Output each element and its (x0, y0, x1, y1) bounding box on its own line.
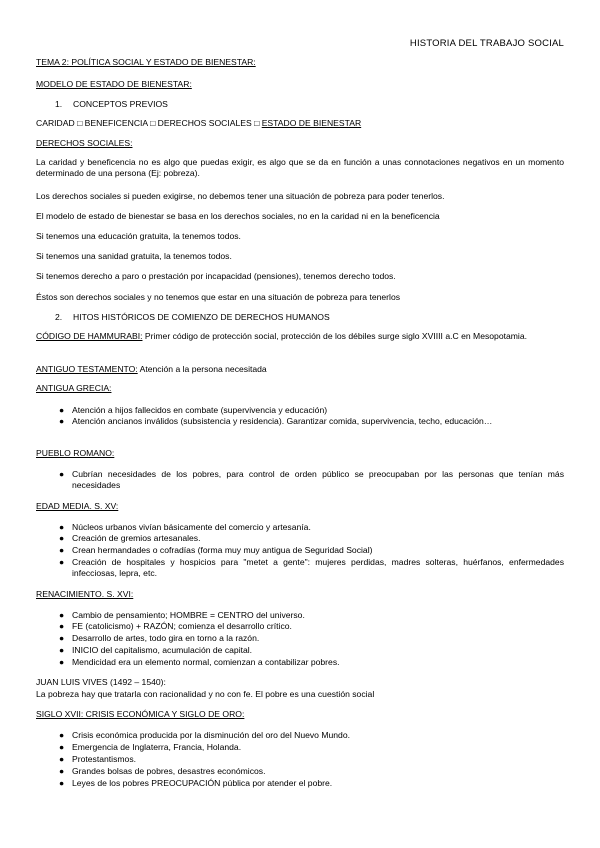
paragraph-6: Si tenemos derecho a paro o prestación por incapacidad (pensiones), tenemos derecho todos. (36, 271, 396, 281)
bullet: ● (59, 657, 65, 667)
hammurabi-label: CÓDIGO DE HAMMURABI: (36, 331, 143, 341)
bullet: ● (59, 742, 65, 752)
model-title: MODELO DE ESTADO DE BIENESTAR: (36, 79, 192, 89)
bullet: ● (59, 522, 65, 532)
paragraph-5: Si tenemos una sanidad gratuita, la tenemos todos. (36, 251, 232, 261)
bullet: ● (59, 766, 65, 776)
renaissance-item: INICIO del capitalismo, acumulación de capital. (72, 645, 253, 655)
seventeenth-century-item: Grandes bolsas de pobres, desastres económicos. (72, 766, 266, 776)
page-header-title: HISTORIA DEL TRABAJO SOCIAL (409, 38, 564, 49)
renaissance-item: Mendicidad era un elemento normal, comienzan a contabilizar pobres. (72, 657, 340, 667)
bullet: ● (59, 645, 65, 655)
concepts-prefix: CARIDAD □ BENEFICENCIA □ DERECHOS SOCIALES □ (36, 118, 262, 128)
bullet: ● (59, 778, 65, 788)
renaissance-heading: RENACIMIENTO. S. XVI: (36, 589, 134, 599)
bullet: ● (59, 610, 65, 620)
section-2-title: HITOS HISTÓRICOS DE COMIENZO DE DERECHOS HUMANOS (73, 312, 330, 322)
hammurabi-text: Primer código de protección social, protección de los débiles surge siglo XVIIII a.C en Mesopotamia. (142, 331, 528, 341)
testament-paragraph (36, 364, 267, 375)
seventeenth-century-item: Crisis económica producida por la disminución del oro del Nuevo Mundo. (72, 730, 351, 740)
bullet: ● (59, 469, 65, 479)
bullet: ● (59, 621, 65, 631)
bullet: ● (59, 545, 65, 555)
vives-text: La pobreza hay que tratarla con racionalidad y no con fe. El pobre es una cuestión social (36, 689, 375, 699)
seventeenth-century-item: Protestantismos. (72, 754, 136, 764)
greece-item: Atención ancianos inválidos (subsistencia y residencia). Garantizar comida, supervivencia, techo, educación… (72, 416, 493, 426)
bullet: ● (59, 730, 65, 740)
bullet: ● (59, 533, 65, 543)
renaissance-item: Desarrollo de artes, todo gira en torno a la razón. (72, 633, 260, 643)
bullet: ● (59, 416, 65, 426)
paragraph-3: El modelo de estado de bienestar se basa en los derechos sociales, no en la caridad ni en la beneficencia (36, 211, 440, 221)
middle-ages-item: Crean hermandades o cofradías (forma muy muy antigua de Seguridad Social) (72, 545, 373, 555)
greece-heading: ANTIGUA GRECIA: (36, 383, 112, 393)
topic-title: TEMA 2: POLÍTICA SOCIAL Y ESTADO DE BIENESTAR: (36, 57, 256, 67)
renaissance-item: Cambio de pensamiento; HOMBRE = CENTRO del universo. (72, 610, 305, 620)
concepts-line (36, 118, 361, 129)
section-1-number: 1. (55, 99, 63, 109)
greece-item: Atención a hijos fallecidos en combate (supervivencia y educación) (72, 405, 328, 415)
rome-item: Cubrían necesidades de los pobres, para control de orden público se preocupaban por las personas que tenían más necesidades (72, 469, 564, 490)
section-2-number: 2. (55, 312, 63, 322)
vives-name: JUAN LUIS VIVES (1492 – 1540): (36, 677, 166, 687)
paragraph-4: Si tenemos una educación gratuita, la tenemos todos. (36, 231, 241, 241)
paragraph-1: La caridad y beneficencia no es algo que puedas exigir, es algo que se da en función a unas connotaciones negativos en un momento determinado de una persona (Ej: pobreza). (36, 157, 564, 178)
renaissance-item: FE (catolicismo) + RAZÓN; comienza el desarrollo crítico. (72, 621, 292, 631)
rome-heading: PUEBLO ROMANO: (36, 448, 115, 458)
testament-label: ANTIGUO TESTAMENTO: (36, 364, 138, 374)
bullet: ● (59, 405, 65, 415)
section-1-title: CONCEPTOS PREVIOS (73, 99, 168, 109)
bullet: ● (59, 754, 65, 764)
paragraph-7: Éstos son derechos sociales y no tenemos que estar en una situación de pobreza para tenerlos (36, 292, 401, 302)
hammurabi-paragraph (36, 331, 564, 342)
middle-ages-heading: EDAD MEDIA. S. XV: (36, 501, 119, 511)
concepts-highlight: ESTADO DE BIENESTAR (261, 118, 362, 128)
middle-ages-item: Creación de hospitales y hospicios para "metet a gente": mujeres perdidas, madres solteras, huérfanos, enfermedades infecciosas, lepra, etc. (72, 557, 564, 578)
seventeenth-century-heading: SIGLO XVII: CRISIS ECONÓMICA Y SIGLO DE ORO: (36, 709, 245, 719)
seventeenth-century-item: Emergencia de Inglaterra, Francia, Holanda. (72, 742, 242, 752)
paragraph-2: Los derechos sociales si pueden exigirse, no debemos tener una situación de pobreza para poder tenerlos. (36, 191, 445, 201)
testament-text: Atención a la persona necesitada (137, 364, 267, 374)
middle-ages-item: Creación de gremios artesanales. (72, 533, 201, 543)
bullet: ● (59, 633, 65, 643)
middle-ages-item: Núcleos urbanos vivían básicamente del comercio y artesanía. (72, 522, 311, 532)
rights-heading: DERECHOS SOCIALES: (36, 138, 133, 148)
seventeenth-century-item: Leyes de los pobres PREOCUPACIÓN pública por atender el pobre. (72, 778, 333, 788)
bullet: ● (59, 557, 65, 567)
